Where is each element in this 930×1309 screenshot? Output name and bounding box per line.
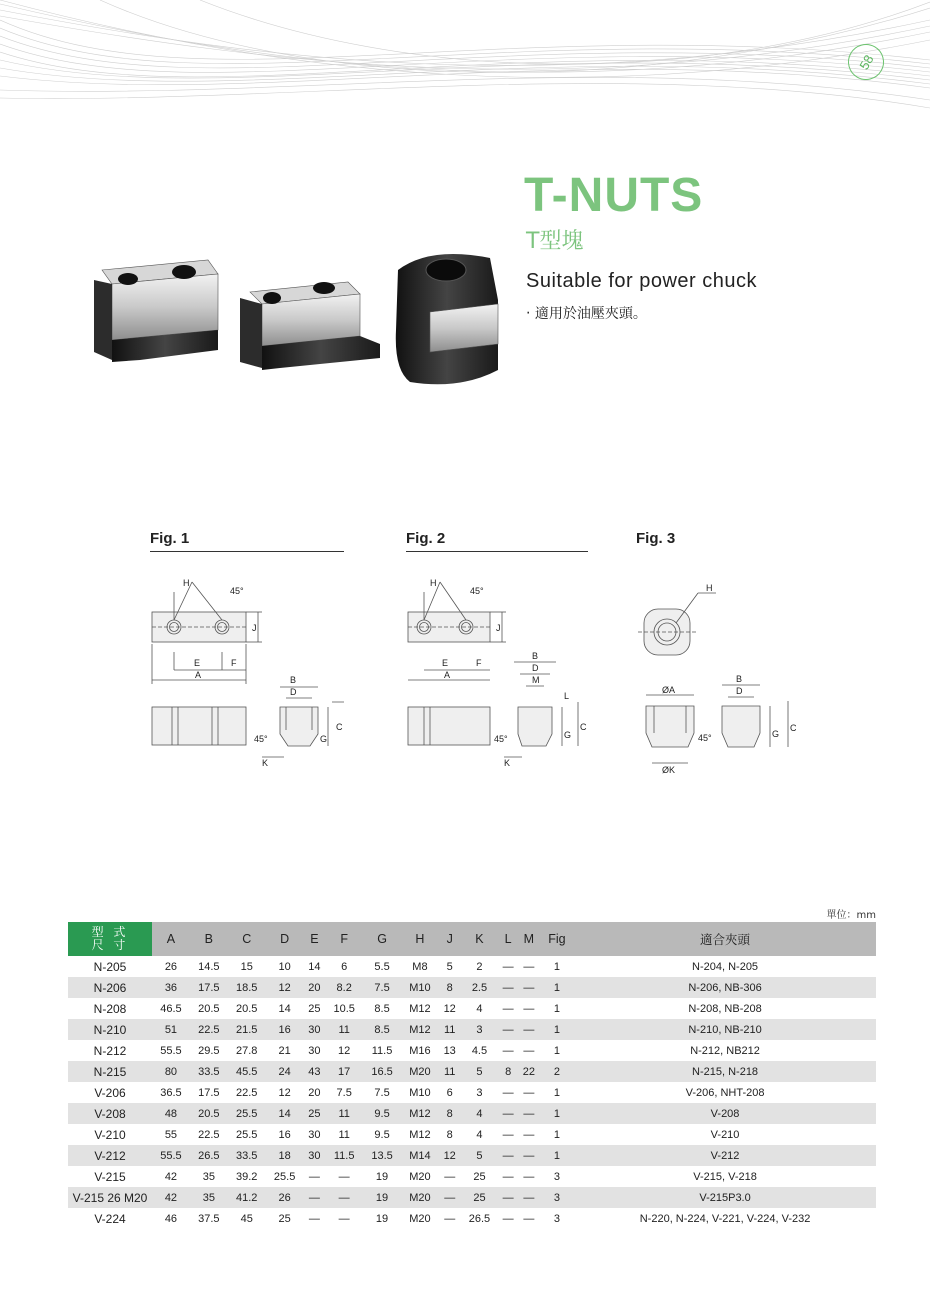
table-cell: 21.5 <box>228 1019 266 1040</box>
table-cell: 1 <box>540 1103 574 1124</box>
table-cell: 21 <box>278 1044 291 1057</box>
table-cell: 26 <box>266 1187 304 1208</box>
table-cell: 12 <box>278 1086 291 1099</box>
tnut-photo-3 <box>396 254 498 384</box>
table-cell: 55.5 <box>160 1044 182 1057</box>
table-cell: — <box>338 1170 350 1183</box>
fig2-label-c: C <box>580 722 587 732</box>
column-header: 適合夾頭 <box>574 922 876 956</box>
fig2-label-m: M <box>532 675 540 685</box>
figure-1-title: Fig. 1 <box>150 530 344 552</box>
chuck-cell: N-208, NB-208 <box>688 1002 762 1015</box>
header-wave-lines <box>0 0 930 120</box>
table-cell: 8.5 <box>374 1002 390 1015</box>
table-cell: 26 <box>164 960 178 973</box>
table-cell: — <box>518 1103 540 1124</box>
fig1-label-k: K <box>262 758 269 768</box>
table-row <box>68 1103 876 1124</box>
table-cell: 14 <box>278 1002 291 1015</box>
table-cell: — <box>439 1187 461 1208</box>
table-cell: — <box>523 960 535 973</box>
table-cell: 1 <box>553 1128 561 1141</box>
table-cell: 20 <box>304 977 326 998</box>
table-cell: 4 <box>476 1002 483 1015</box>
figure-3 <box>636 530 796 781</box>
table-cell: 20.5 <box>190 1103 228 1124</box>
table-cell: 46.5 <box>160 1002 182 1015</box>
description-zh: ‧ 適用於油壓夾頭。 <box>526 306 647 322</box>
table-cell: 25 <box>278 1212 291 1225</box>
chuck-cell: V-208 <box>574 1103 876 1124</box>
model-cell: V-206 <box>94 1085 126 1100</box>
table-cell: — <box>502 1170 514 1183</box>
table-cell: 14 <box>308 960 321 973</box>
model-cell: V-208 <box>68 1103 152 1124</box>
table-cell: — <box>498 1019 517 1040</box>
table-cell: 45.5 <box>228 1061 266 1082</box>
table-cell: 30 <box>308 1044 321 1057</box>
table-cell: M20 <box>401 1061 439 1082</box>
table-cell: 8.5 <box>363 1019 401 1040</box>
product-photos <box>80 240 520 430</box>
table-cell: — <box>308 1170 320 1183</box>
fig1-label-f: F <box>231 658 237 668</box>
model-cell: V-210 <box>94 1127 126 1142</box>
table-cell: 22.5 <box>198 1128 220 1141</box>
fig1-label-a: A <box>195 670 202 680</box>
table-cell: 30 <box>308 1128 321 1141</box>
table-row <box>68 1061 876 1082</box>
table-cell: 25.5 <box>273 1170 296 1183</box>
chuck-cell: N-210, NB-210 <box>574 1019 876 1040</box>
table-cell: 3 <box>553 1212 561 1225</box>
fig3-label-c: C <box>790 723 796 733</box>
fig3-label-d: D <box>736 686 743 696</box>
table-cell: — <box>498 977 517 998</box>
table-cell: 17.5 <box>190 977 228 998</box>
table-cell: 5 <box>461 1145 499 1166</box>
description-en: Suitable for power chuck <box>526 270 758 292</box>
table-cell: 80 <box>152 1061 190 1082</box>
table-cell: — <box>523 1044 535 1057</box>
column-header: A <box>152 922 190 956</box>
model-header-line: 尺 寸 <box>91 938 129 952</box>
table-cell: — <box>308 1212 320 1225</box>
fig1-label-j: J <box>252 623 257 633</box>
table-cell: 22 <box>518 1061 540 1082</box>
figure-1 <box>150 530 344 772</box>
unit-label: 單位：mm <box>826 910 876 921</box>
table-cell: 1 <box>540 977 574 998</box>
table-cell: — <box>518 977 540 998</box>
table-cell: 8 <box>498 1061 517 1082</box>
spec-table-header <box>68 922 876 956</box>
table-cell: 2 <box>476 960 483 973</box>
table-cell: — <box>338 1212 350 1225</box>
column-header: J <box>439 922 461 956</box>
table-cell: 29.5 <box>198 1044 220 1057</box>
table-cell: 9.5 <box>363 1103 401 1124</box>
figure-2 <box>406 530 588 772</box>
table-cell: M12 <box>401 1103 439 1124</box>
table-cell: 15 <box>240 960 253 973</box>
table-cell: 26.5 <box>190 1145 228 1166</box>
table-cell: — <box>444 1170 456 1183</box>
table-cell: — <box>498 1187 517 1208</box>
table-cell: 5 <box>461 1061 499 1082</box>
tnut-photo-1 <box>94 260 218 362</box>
table-cell: 51 <box>152 1019 190 1040</box>
fig3-label-b: B <box>736 674 743 684</box>
table-cell: 2 <box>540 1061 574 1082</box>
fig2-label-e: E <box>442 658 449 668</box>
chuck-cell: V-210 <box>710 1128 740 1141</box>
model-cell: N-210 <box>68 1019 152 1040</box>
figure-3-title: Fig. 3 <box>636 530 676 547</box>
table-cell: — <box>498 1145 517 1166</box>
column-header: H <box>401 922 439 956</box>
column-header: F <box>325 922 363 956</box>
table-cell: 25 <box>304 1103 326 1124</box>
spec-table-body <box>68 956 876 1229</box>
table-cell: 4.5 <box>471 1044 488 1057</box>
table-cell: 10 <box>278 960 291 973</box>
table-cell: M16 <box>409 1044 431 1057</box>
table-cell: 8.2 <box>325 977 363 998</box>
fig1-label-e: E <box>194 658 201 668</box>
table-cell: 46 <box>164 1212 178 1225</box>
fig2-label-j: J <box>496 623 501 633</box>
table-cell: 1 <box>540 1019 574 1040</box>
table-cell: 3 <box>540 1187 574 1208</box>
table-cell: — <box>498 1103 517 1124</box>
fig2-label-f: F <box>476 658 482 668</box>
fig1-label-45b: 45° <box>254 734 268 744</box>
table-cell: — <box>523 1086 535 1099</box>
table-cell: 18 <box>266 1145 304 1166</box>
model-cell: V-215 26 M20 <box>68 1187 152 1208</box>
table-cell: 1 <box>540 1145 574 1166</box>
table-cell: — <box>518 1145 540 1166</box>
fig1-label-b: B <box>290 675 297 685</box>
table-cell: 13 <box>443 1044 456 1057</box>
table-cell: 11 <box>338 1128 350 1141</box>
table-cell: M12 <box>409 1128 431 1141</box>
table-cell: 16 <box>278 1128 291 1141</box>
table-cell: 7.5 <box>336 1086 352 1099</box>
page-subtitle-zh: T型塊 <box>526 229 584 254</box>
model-header-line: 型 式 <box>91 925 129 939</box>
table-cell: M12 <box>409 1002 431 1015</box>
table-cell: 22.5 <box>236 1086 258 1099</box>
chuck-cell: N-220, N-224, V-221, V-224, V-232 <box>639 1212 811 1225</box>
table-cell: M10 <box>401 977 439 998</box>
table-cell: — <box>502 1128 514 1141</box>
table-cell: 17.5 <box>198 1086 220 1099</box>
column-header: M <box>518 922 540 956</box>
table-cell: 25 <box>461 1187 499 1208</box>
table-cell: 42 <box>152 1187 190 1208</box>
fig2-label-l: L <box>564 691 570 701</box>
table-cell: 19 <box>375 1170 389 1183</box>
fig1-label-45a: 45° <box>230 586 244 596</box>
table-cell: 12 <box>439 1145 461 1166</box>
fig1-label-g: G <box>320 734 328 744</box>
chuck-cell: V-206, NHT-208 <box>685 1086 765 1099</box>
model-cell: N-212 <box>93 1043 127 1058</box>
tnut-photo-2 <box>240 282 380 370</box>
chuck-cell: V-212 <box>574 1145 876 1166</box>
table-cell: M14 <box>401 1145 439 1166</box>
table-cell: 25 <box>308 1002 321 1015</box>
table-cell: 30 <box>304 1019 326 1040</box>
table-cell: — <box>523 1170 535 1183</box>
table-cell: 8 <box>439 1103 461 1124</box>
table-cell: 3 <box>461 1019 499 1040</box>
table-cell: 26.5 <box>468 1212 491 1225</box>
model-cell: N-206 <box>68 977 152 998</box>
table-cell: — <box>325 1187 363 1208</box>
fig2-label-b: B <box>532 651 539 661</box>
table-row <box>68 977 876 998</box>
table-cell: — <box>444 1212 456 1225</box>
table-row <box>68 956 876 977</box>
table-cell: M20 <box>401 1187 439 1208</box>
fig1-label-h: H <box>183 578 190 588</box>
model-cell: N-215 <box>68 1061 152 1082</box>
table-row <box>68 1145 876 1166</box>
table-cell: 48 <box>152 1103 190 1124</box>
chuck-cell: N-206, NB-306 <box>574 977 876 998</box>
table-cell: 1 <box>553 1002 561 1015</box>
fig1-label-c: C <box>336 722 343 732</box>
table-cell: 16 <box>266 1019 304 1040</box>
column-header: G <box>363 922 401 956</box>
table-cell: M20 <box>409 1170 431 1183</box>
table-cell: 20 <box>308 1086 321 1099</box>
table-cell: — <box>502 1002 514 1015</box>
table-cell: 1 <box>553 1044 561 1057</box>
table-cell: 6 <box>341 960 348 973</box>
model-cell: N-208 <box>93 1001 127 1016</box>
model-cell: V-224 <box>94 1211 126 1226</box>
table-cell: 16.5 <box>363 1061 401 1082</box>
table-cell: 5 <box>446 960 453 973</box>
table-cell: 25.5 <box>228 1103 266 1124</box>
table-cell: 55.5 <box>152 1145 190 1166</box>
table-cell: 24 <box>266 1061 304 1082</box>
chuck-cell: V-215, V-218 <box>693 1170 757 1183</box>
table-cell: M12 <box>401 1019 439 1040</box>
table-cell: 1 <box>553 1086 561 1099</box>
table-cell: 5.5 <box>374 960 390 973</box>
table-cell: 11.5 <box>325 1145 363 1166</box>
table-cell: 10.5 <box>333 1002 355 1015</box>
table-cell: — <box>518 1019 540 1040</box>
fig2-label-h: H <box>430 578 437 588</box>
table-cell: 27.8 <box>236 1044 258 1057</box>
table-cell: 19 <box>363 1187 401 1208</box>
table-cell: 19 <box>375 1212 389 1225</box>
fig2-label-k: K <box>504 758 511 768</box>
figure-2-drawing <box>406 552 588 772</box>
table-cell: 12 <box>443 1002 456 1015</box>
table-cell: 35 <box>202 1170 215 1183</box>
table-cell: 13.5 <box>363 1145 401 1166</box>
table-cell: M20 <box>409 1212 431 1225</box>
model-cell: V-215 <box>94 1169 126 1184</box>
table-cell: — <box>502 1086 514 1099</box>
fig2-label-45a: 45° <box>470 586 484 596</box>
table-cell: 25.5 <box>236 1128 258 1141</box>
fig2-label-d: D <box>532 663 539 673</box>
table-cell: 4 <box>476 1128 483 1141</box>
table-cell: 9.5 <box>374 1128 390 1141</box>
fig3-label-oa: ØA <box>662 685 676 695</box>
table-cell: 11 <box>325 1019 363 1040</box>
table-cell: 8 <box>446 1128 453 1141</box>
column-header: L <box>498 922 517 956</box>
table-cell: — <box>304 1187 326 1208</box>
figure-1-drawing <box>150 552 344 772</box>
table-cell: 30 <box>304 1145 326 1166</box>
table-row <box>68 1124 876 1145</box>
column-header: K <box>461 922 499 956</box>
fig2-label-45b: 45° <box>494 734 508 744</box>
table-cell: 22.5 <box>190 1019 228 1040</box>
table-cell: 14.5 <box>198 960 220 973</box>
fig1-label-d: D <box>290 687 297 697</box>
table-cell: — <box>523 1212 535 1225</box>
table-cell: 2.5 <box>461 977 499 998</box>
table-cell: — <box>502 960 514 973</box>
fig3-label-ok: ØK <box>662 765 676 775</box>
chuck-cell: N-212, NB212 <box>690 1044 760 1057</box>
table-cell: 6 <box>446 1086 453 1099</box>
table-cell: 14 <box>266 1103 304 1124</box>
column-header: Fig <box>540 922 574 956</box>
table-cell: — <box>523 1128 535 1141</box>
model-cell: V-212 <box>68 1145 152 1166</box>
table-cell: 1 <box>553 960 561 973</box>
table-cell: — <box>523 1002 535 1015</box>
table-cell: 17 <box>325 1061 363 1082</box>
column-header: C <box>228 922 266 956</box>
table-cell: 20.5 <box>236 1002 258 1015</box>
chuck-cell: V-215P3.0 <box>574 1187 876 1208</box>
table-cell: 11 <box>439 1061 461 1082</box>
table-cell: 11 <box>439 1019 461 1040</box>
spec-table <box>68 922 876 1229</box>
table-row <box>68 1040 876 1061</box>
model-cell: N-205 <box>93 959 127 974</box>
table-cell: — <box>502 1212 514 1225</box>
table-cell: 42 <box>164 1170 178 1183</box>
table-cell: 12 <box>338 1044 351 1057</box>
chuck-cell: N-215, N-218 <box>574 1061 876 1082</box>
table-row <box>68 1019 876 1040</box>
model-column-header <box>68 922 152 956</box>
table-cell: 8 <box>439 977 461 998</box>
table-cell: 43 <box>304 1061 326 1082</box>
table-cell: 11 <box>325 1103 363 1124</box>
table-cell: 37.5 <box>198 1212 220 1225</box>
chuck-cell: N-204, N-205 <box>692 960 759 973</box>
table-row <box>68 1166 876 1187</box>
table-cell: 4 <box>461 1103 499 1124</box>
table-cell: — <box>502 1044 514 1057</box>
fig2-label-a: A <box>444 670 451 680</box>
table-row <box>68 1208 876 1229</box>
fig3-label-h: H <box>706 583 713 593</box>
table-cell: 36 <box>152 977 190 998</box>
figure-3-drawing <box>636 551 796 781</box>
table-cell: 35 <box>190 1187 228 1208</box>
figure-2-title: Fig. 2 <box>406 530 588 552</box>
table-cell: 12 <box>266 977 304 998</box>
table-cell: — <box>518 1187 540 1208</box>
column-header: B <box>190 922 228 956</box>
table-cell: 41.2 <box>228 1187 266 1208</box>
table-cell: 20.5 <box>198 1002 220 1015</box>
table-cell: 39.2 <box>236 1170 258 1183</box>
table-row <box>68 1187 876 1208</box>
page-number-badge: 58 <box>841 37 890 86</box>
fig3-label-45: 45° <box>698 733 712 743</box>
table-cell: 25 <box>473 1170 486 1183</box>
table-cell: 7.5 <box>374 1086 390 1099</box>
table-cell: 11.5 <box>371 1044 393 1057</box>
table-row <box>68 998 876 1019</box>
column-header: E <box>304 922 326 956</box>
table-cell: 36.5 <box>160 1086 182 1099</box>
fig3-label-g: G <box>772 729 780 739</box>
page-title: T-NUTS <box>524 169 704 222</box>
table-cell: 3 <box>476 1086 483 1099</box>
table-cell: 33.5 <box>228 1145 266 1166</box>
table-cell: M8 <box>412 960 428 973</box>
table-cell: 33.5 <box>190 1061 228 1082</box>
fig2-label-g: G <box>564 730 572 740</box>
table-cell: 18.5 <box>228 977 266 998</box>
table-cell: 7.5 <box>363 977 401 998</box>
table-row <box>68 1082 876 1103</box>
table-cell: 45 <box>240 1212 253 1225</box>
table-cell: 3 <box>553 1170 561 1183</box>
table-cell: M10 <box>409 1086 431 1099</box>
table-cell: 55 <box>164 1128 178 1141</box>
column-header: D <box>266 922 304 956</box>
